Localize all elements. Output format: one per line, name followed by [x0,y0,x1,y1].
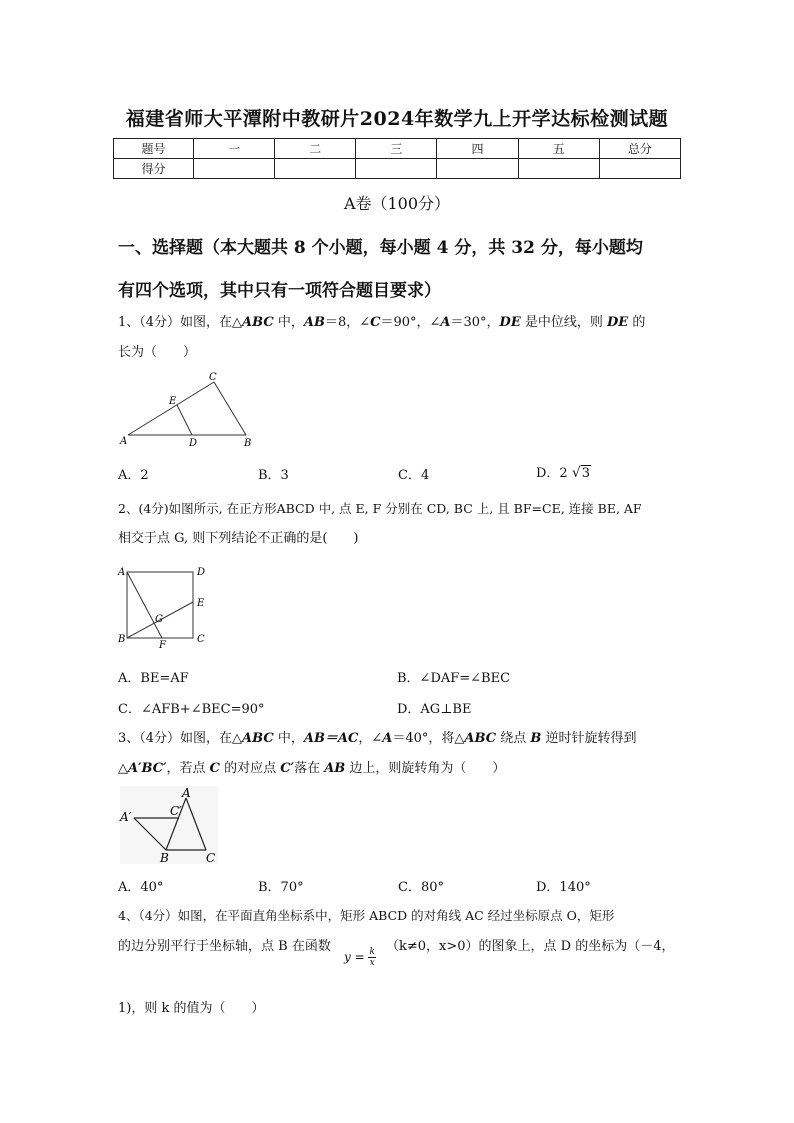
q4-stem-line3: 1)，则 k 的值为（ ） [118,1001,265,1016]
score-cell [599,159,680,179]
q2-figure [114,562,214,648]
q2-option-b[interactable]: B．∠DAF=∠BEC [397,671,511,686]
score-header-cell: 题号 [114,139,194,159]
q1-option-b[interactable]: B．3 [258,468,289,483]
q1-label-c: C [209,372,217,383]
section-heading-line1: 一、选择题（本大题共 8 个小题，每小题 4 分，共 32 分，每小题均 [118,238,643,258]
score-header-cell: 三 [356,139,437,159]
q2-label-a: A [118,567,126,578]
score-table-header-row [114,139,681,159]
q2-stem-line2: 相交于点 G, 则下列结论不正确的是( ) [118,531,359,546]
q3-stem-line1: 3、（4分）如图，在△ABC 中，AB＝AC，∠A＝40°，将△ABC 绕点 B 逆时针旋转得到 [118,731,637,746]
q1-midline-de [177,405,192,435]
score-cell [194,159,275,179]
q1-label-d: D [189,438,198,449]
q2-option-c[interactable]: C．∠AFB+∠BEC=90° [118,702,265,717]
q2-label-b: B [118,634,126,645]
paper-a-heading: A卷（100分） [343,194,451,213]
q4-stem-line1: 4、（4分）如图，在平面直角坐标系中，矩形 ABCD 的对角线 AC 经过坐标原点 O，矩形 [118,908,615,923]
score-cell [275,159,356,179]
q1-stem-line1: 1、（4分）如图，在△ABC 中，AB＝8，∠C＝90°，∠A＝30°，DE 是中位线，则 DE 的 [118,315,646,330]
q3-stem-line2: △A′BC′，若点 C 的对应点 C′落在 AB 边上，则旋转角为（ ） [118,761,506,776]
score-cell [437,159,518,179]
score-header-cell: 四 [437,139,518,159]
q1-label-e: E [169,396,177,407]
score-header-cell: 二 [275,139,356,159]
score-table-score-row [114,159,681,179]
q3-figure-bg [120,786,218,864]
q1-side-cb [214,382,246,435]
q4-fraction: $\frac{k}{x}$ [369,947,375,968]
q1-side-ac [128,382,214,435]
score-row-label: 得分 [114,159,194,179]
q3-label-c1: C′ [170,804,182,818]
q2-label-f: F [159,640,166,648]
q3-figure [118,784,222,866]
q4-stem-line2-cont: （k≠0，x>0）的图象上，点 D 的坐标为（－4， [386,939,675,954]
q3-label-c: C [206,851,216,865]
score-header-cell: 一 [194,139,275,159]
q3-option-c[interactable]: C．80° [398,880,444,895]
score-header-cell: 总分 [599,139,680,159]
q1-option-d[interactable]: D．2 √3 [536,465,591,481]
q2-option-d[interactable]: D．AG⊥BE [397,702,472,717]
section-heading-line2: 有四个选项，其中只有一项符合题目要求） [118,281,441,301]
sqrt-icon: √ [571,465,581,481]
q3-label-a: A [182,786,191,800]
score-table [113,138,681,179]
q1-label-a: A [120,436,128,447]
page-title: 福建省师大平潭附中教研片2024年数学九上开学达标检测试题 [125,108,669,130]
q3-option-b[interactable]: B．70° [258,880,304,895]
q1-option-a[interactable]: A．2 [118,468,149,483]
q4-function-formula: y = $\frac{k}{x}$ [344,947,375,968]
q2-label-c: C [197,634,205,645]
score-cell [518,159,599,179]
q2-label-g: G [155,614,163,625]
q2-option-a[interactable]: A．BE=AF [118,671,189,686]
score-cell [356,159,437,179]
score-header-cell: 五 [518,139,599,159]
q3-label-a1: A′ [120,810,132,824]
q4-stem-line2: 的边分别平行于坐标轴，点 B 在函数 [118,939,331,954]
q3-label-b: B [160,851,169,865]
q3-option-a[interactable]: A．40° [118,880,164,895]
q2-label-e: E [197,598,205,609]
q1-option-c[interactable]: C．4 [398,468,430,483]
q1-figure [116,370,266,450]
q1-label-b: B [244,438,252,449]
q2-stem-line1: 2、(4分)如图所示, 在正方形ABCD 中, 点 E, F 分别在 CD, BC 上, 且 BF=CE, 连接 BE, AF [118,501,642,516]
q3-option-d[interactable]: D．140° [536,880,591,895]
q2-label-d: D [197,567,206,578]
q1-stem-line2: 长为（ ） [118,345,197,360]
q2-square [127,572,193,638]
